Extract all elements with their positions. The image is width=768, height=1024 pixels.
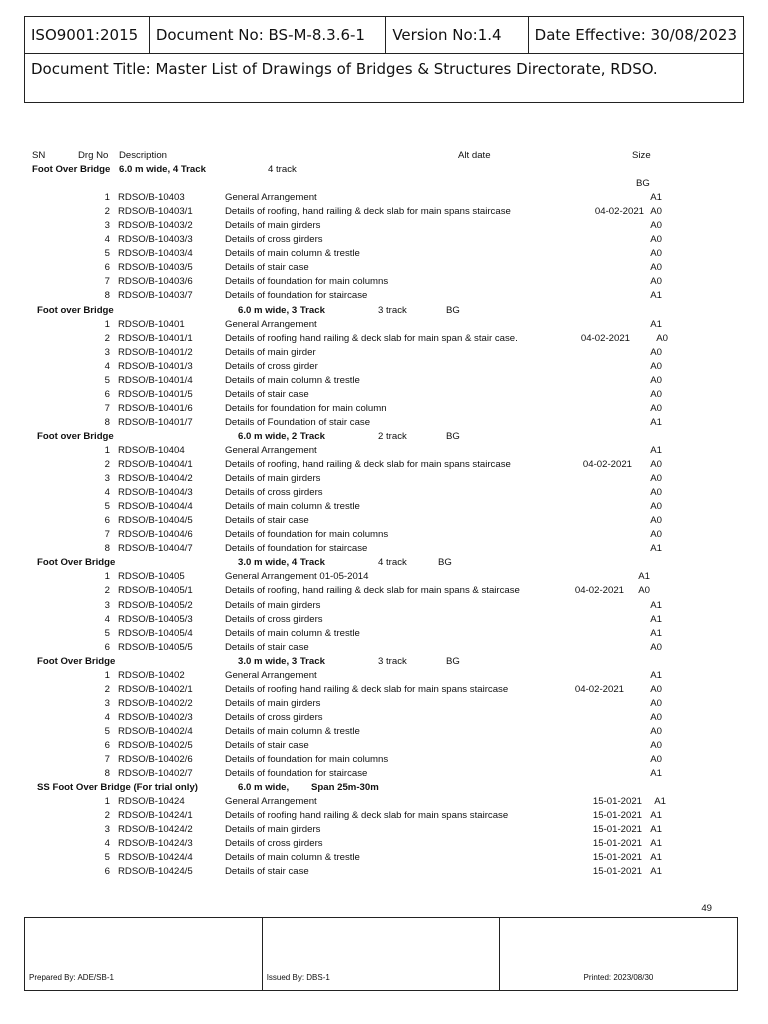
sheet-size: A0 <box>650 683 662 695</box>
section-label: 6.0 m wide, 2 Track <box>238 430 325 442</box>
alt-date: 04-02-2021 <box>574 683 624 695</box>
drawing-number: RDSO/B-10402 <box>118 669 185 681</box>
sheet-size: A0 <box>650 360 662 372</box>
serial-number: 1 <box>104 571 110 583</box>
section-label: 6.0 m wide, 4 Track <box>119 164 206 176</box>
drawing-number: RDSO/B-10404/6 <box>118 529 193 541</box>
drawing-number: RDSO/B-10403/1 <box>118 206 193 218</box>
column-header: Size <box>632 150 651 161</box>
serial-number: 7 <box>104 754 110 766</box>
serial-number: 4 <box>104 613 110 625</box>
drawing-row <box>0 739 768 753</box>
drawing-description: Details of cross girders <box>225 838 323 850</box>
drawing-description: Details of foundation for main columns <box>225 276 389 288</box>
serial-number: 4 <box>104 487 110 499</box>
drawing-description: Details of cross girders <box>225 613 323 625</box>
serial-number: 7 <box>104 529 110 541</box>
alt-date: 15-01-2021 <box>592 810 642 822</box>
drawing-description: Details for foundation for main column <box>225 402 387 414</box>
sheet-size: A0 <box>650 487 662 499</box>
drawing-row <box>0 247 768 261</box>
serial-number: 2 <box>104 206 110 218</box>
column-header: Alt date <box>458 150 491 161</box>
section-label: Foot over Bridge <box>37 304 114 316</box>
section-header <box>0 430 768 444</box>
issued-by: Issued By: DBS-1 <box>262 918 499 991</box>
drawing-description: Details of stair case <box>225 388 309 400</box>
sheet-size: A0 <box>650 402 662 414</box>
drawing-description: Details of main girder <box>225 346 316 358</box>
drawing-row <box>0 528 768 542</box>
section-label: 4 track <box>378 557 407 569</box>
drawing-description: Details of stair case <box>225 262 309 274</box>
drawing-number: RDSO/B-10405/2 <box>118 599 193 611</box>
drawing-description: Details of stair case <box>225 866 309 878</box>
drawing-description: Details of roofing, hand railing & deck slab for main spans staircase <box>225 459 511 471</box>
drawing-row <box>0 851 768 865</box>
serial-number: 6 <box>104 262 110 274</box>
drawing-number: RDSO/B-10403/2 <box>118 220 193 232</box>
sheet-size: A0 <box>650 473 662 485</box>
sheet-size: A1 <box>650 824 662 836</box>
drawing-number: RDSO/B-10404/1 <box>118 459 193 471</box>
section-label: 6.0 m wide, <box>238 782 290 794</box>
drawing-description: Details of roofing hand railing & deck slab for main spans staircase <box>225 810 509 822</box>
drawing-number: RDSO/B-10404 <box>118 444 185 456</box>
section-label: BG <box>636 178 650 190</box>
column-header: Drg No <box>78 150 109 161</box>
serial-number: 3 <box>104 599 110 611</box>
drawing-row <box>0 233 768 247</box>
drawing-row <box>0 809 768 823</box>
serial-number: 5 <box>104 501 110 513</box>
drawing-number: RDSO/B-10402/2 <box>118 697 193 709</box>
section-label: BG <box>438 557 452 569</box>
sheet-size: A0 <box>650 346 662 358</box>
drawing-row <box>0 767 768 781</box>
drawing-row <box>0 374 768 388</box>
drawing-row <box>0 416 768 430</box>
section-label: BG <box>446 655 460 667</box>
drawing-row <box>0 584 768 598</box>
serial-number: 5 <box>104 725 110 737</box>
section-label: 3.0 m wide, 3 Track <box>238 655 325 667</box>
drawing-row <box>0 500 768 514</box>
sheet-size: A0 <box>650 641 662 653</box>
document-header-table <box>24 16 744 103</box>
serial-number: 6 <box>104 739 110 751</box>
footer-table <box>24 917 738 991</box>
sheet-size: A0 <box>650 697 662 709</box>
drawing-number: RDSO/B-10404/3 <box>118 487 193 499</box>
drawing-description: Details of main girders <box>225 824 321 836</box>
serial-number: 2 <box>104 683 110 695</box>
printed-date: Printed: 2023/08/30 <box>499 918 737 991</box>
serial-number: 3 <box>104 346 110 358</box>
column-header: SN <box>32 150 46 161</box>
document-title: Document Title: Master List of Drawings of Bridges & Structures Directorate, RDSO. <box>25 54 744 103</box>
alt-date: 04-02-2021 <box>582 459 632 471</box>
sheet-size: A1 <box>650 669 662 681</box>
drawing-row <box>0 514 768 528</box>
drawing-description: Details of cross girder <box>225 360 318 372</box>
drawing-description: Details of cross girders <box>225 234 323 246</box>
drawing-number: RDSO/B-10403/6 <box>118 276 193 288</box>
section-label: 6.0 m wide, 3 Track <box>238 304 325 316</box>
alt-date: 15-01-2021 <box>592 824 642 836</box>
drawing-row <box>0 725 768 739</box>
drawing-number: RDSO/B-10402/6 <box>118 754 193 766</box>
drawing-row <box>0 219 768 233</box>
serial-number: 4 <box>104 234 110 246</box>
drawing-number: RDSO/B-10424/5 <box>118 866 193 878</box>
prepared-by: Prepared By: ADE/SB-1 <box>25 918 263 991</box>
alt-date: 15-01-2021 <box>592 838 642 850</box>
alt-date: 04-02-2021 <box>594 206 644 218</box>
drawing-row <box>0 388 768 402</box>
section-label: Foot over Bridge <box>37 430 114 442</box>
sheet-size: A1 <box>650 599 662 611</box>
section-label: 3 track <box>378 655 407 667</box>
drawing-number: RDSO/B-10424 <box>118 796 185 808</box>
sheet-size: A1 <box>650 838 662 850</box>
drawing-description: Details of main girders <box>225 599 321 611</box>
drawing-number: RDSO/B-10424/3 <box>118 838 193 850</box>
sheet-size: A0 <box>650 754 662 766</box>
section-label: BG <box>446 430 460 442</box>
alt-date: 15-01-2021 <box>592 796 642 808</box>
drawing-description: Details of foundation for main columns <box>225 529 389 541</box>
serial-number: 1 <box>104 444 110 456</box>
drawing-number: RDSO/B-10424/1 <box>118 810 193 822</box>
drawing-number: RDSO/B-10403/5 <box>118 262 193 274</box>
drawing-row <box>0 570 768 584</box>
sheet-size: A1 <box>650 444 662 456</box>
serial-number: 6 <box>104 866 110 878</box>
sheet-size: A0 <box>656 332 668 344</box>
sheet-size: A0 <box>638 585 650 597</box>
drawing-description: General Arrangement <box>225 669 317 681</box>
drawing-description: Details of foundation for staircase <box>225 543 368 555</box>
drawing-number: RDSO/B-10401/3 <box>118 360 193 372</box>
sheet-size: A1 <box>650 810 662 822</box>
drawing-number: RDSO/B-10402/5 <box>118 739 193 751</box>
drawing-number: RDSO/B-10405/4 <box>118 627 193 639</box>
drawing-number: RDSO/B-10402/1 <box>118 683 193 695</box>
serial-number: 7 <box>104 276 110 288</box>
serial-number: 3 <box>104 697 110 709</box>
serial-number: 4 <box>104 360 110 372</box>
drawing-description: Details of main column & trestle <box>225 725 360 737</box>
drawing-description: Details of main column & trestle <box>225 248 360 260</box>
section-label: 3.0 m wide, 4 Track <box>238 557 325 569</box>
drawing-row <box>0 669 768 683</box>
drawing-row <box>0 275 768 289</box>
drawing-description: Details of main girders <box>225 220 321 232</box>
drawing-number: RDSO/B-10402/3 <box>118 711 193 723</box>
section-label: Foot Over Bridge <box>37 655 116 667</box>
drawing-row <box>0 458 768 472</box>
sheet-size: A1 <box>638 571 650 583</box>
serial-number: 8 <box>104 290 110 302</box>
drawing-description: General Arrangement <box>225 318 317 330</box>
drawing-row <box>0 191 768 205</box>
drawing-number: RDSO/B-10401/5 <box>118 388 193 400</box>
section-header <box>0 556 768 570</box>
sheet-size: A1 <box>650 627 662 639</box>
sheet-size: A1 <box>650 416 662 428</box>
section-label: 3 track <box>378 304 407 316</box>
gauge-label-row <box>0 177 768 191</box>
drawing-description: Details of Foundation of stair case <box>225 416 371 428</box>
drawing-row <box>0 795 768 809</box>
drawing-row <box>0 346 768 360</box>
sheet-size: A1 <box>650 768 662 780</box>
document-number: Document No: BS-M-8.3.6-1 <box>149 17 386 54</box>
drawing-row <box>0 289 768 303</box>
section-header <box>0 163 768 177</box>
serial-number: 1 <box>104 192 110 204</box>
drawing-number: RDSO/B-10403/7 <box>118 290 193 302</box>
drawing-number: RDSO/B-10402/4 <box>118 725 193 737</box>
sheet-size: A0 <box>650 374 662 386</box>
serial-number: 8 <box>104 416 110 428</box>
section-label: SS Foot Over Bridge (For trial only) <box>37 782 198 794</box>
drawing-row <box>0 683 768 697</box>
drawing-row <box>0 360 768 374</box>
drawing-description: Details of foundation for staircase <box>225 768 368 780</box>
serial-number: 6 <box>104 388 110 400</box>
drawing-number: RDSO/B-10403 <box>118 192 185 204</box>
serial-number: 2 <box>104 459 110 471</box>
sheet-size: A0 <box>650 276 662 288</box>
sheet-size: A1 <box>650 852 662 864</box>
sheet-size: A1 <box>650 613 662 625</box>
sheet-size: A1 <box>650 192 662 204</box>
drawing-row <box>0 444 768 458</box>
drawing-row <box>0 627 768 641</box>
drawing-number: RDSO/B-10405/3 <box>118 613 193 625</box>
drawing-row <box>0 711 768 725</box>
drawing-row <box>0 332 768 346</box>
drawing-number: RDSO/B-10401 <box>118 318 185 330</box>
serial-number: 7 <box>104 402 110 414</box>
sheet-size: A0 <box>650 220 662 232</box>
drawing-row <box>0 486 768 500</box>
section-header <box>0 781 768 795</box>
sheet-size: A0 <box>650 529 662 541</box>
drawing-description: General Arrangement <box>225 444 317 456</box>
serial-number: 5 <box>104 248 110 260</box>
drawing-number: RDSO/B-10401/4 <box>118 374 193 386</box>
serial-number: 2 <box>104 332 110 344</box>
drawing-list <box>0 149 768 879</box>
drawing-number: RDSO/B-10403/3 <box>118 234 193 246</box>
column-header: Description <box>119 150 167 161</box>
drawing-number: RDSO/B-10404/7 <box>118 543 193 555</box>
serial-number: 8 <box>104 768 110 780</box>
drawing-row <box>0 613 768 627</box>
drawing-row <box>0 697 768 711</box>
sheet-size: A0 <box>650 501 662 513</box>
serial-number: 5 <box>104 852 110 864</box>
drawing-row <box>0 472 768 486</box>
sheet-size: A0 <box>650 388 662 400</box>
drawing-description: Details of cross girders <box>225 711 323 723</box>
drawing-row <box>0 823 768 837</box>
sheet-size: A1 <box>650 543 662 555</box>
drawing-number: RDSO/B-10404/2 <box>118 473 193 485</box>
drawing-number: RDSO/B-10424/4 <box>118 852 193 864</box>
section-header <box>0 655 768 669</box>
drawing-number: RDSO/B-10405/5 <box>118 641 193 653</box>
drawing-description: Details of main column & trestle <box>225 852 360 864</box>
drawing-description: General Arrangement <box>225 192 317 204</box>
sheet-size: A0 <box>650 234 662 246</box>
drawing-description: Details of roofing, hand railing & deck slab for main spans & staircase <box>225 585 520 597</box>
alt-date: 04-02-2021 <box>580 332 630 344</box>
section-label: Foot Over Bridge <box>32 164 111 176</box>
iso-standard: ISO9001:2015 <box>25 17 150 54</box>
drawing-description: General Arrangement <box>225 796 317 808</box>
drawing-row <box>0 261 768 275</box>
section-label: 4 track <box>268 164 297 176</box>
alt-date: 15-01-2021 <box>592 852 642 864</box>
section-header <box>0 304 768 318</box>
drawing-row <box>0 542 768 556</box>
sheet-size: A1 <box>650 866 662 878</box>
sheet-size: A0 <box>650 262 662 274</box>
drawing-number: RDSO/B-10401/2 <box>118 346 193 358</box>
drawing-description: General Arrangement 01-05-2014 <box>225 571 369 583</box>
drawing-description: Details of foundation for staircase <box>225 290 368 302</box>
sheet-size: A0 <box>650 739 662 751</box>
drawing-number: RDSO/B-10404/4 <box>118 501 193 513</box>
serial-number: 2 <box>104 810 110 822</box>
sheet-size: A0 <box>650 711 662 723</box>
serial-number: 1 <box>104 669 110 681</box>
sheet-size: A0 <box>650 725 662 737</box>
serial-number: 3 <box>104 220 110 232</box>
serial-number: 3 <box>104 473 110 485</box>
drawing-row <box>0 641 768 655</box>
drawing-description: Details of foundation for main columns <box>225 754 389 766</box>
drawing-description: Details of main girders <box>225 697 321 709</box>
drawing-number: RDSO/B-10403/4 <box>118 248 193 260</box>
alt-date: 15-01-2021 <box>592 866 642 878</box>
section-label: Foot Over Bridge <box>37 557 116 569</box>
drawing-number: RDSO/B-10404/5 <box>118 515 193 527</box>
section-label: BG <box>446 304 460 316</box>
drawing-description: Details of main column & trestle <box>225 374 360 386</box>
serial-number: 5 <box>104 374 110 386</box>
drawing-number: RDSO/B-10424/2 <box>118 824 193 836</box>
serial-number: 1 <box>104 796 110 808</box>
serial-number: 5 <box>104 627 110 639</box>
sheet-size: A1 <box>650 290 662 302</box>
drawing-description: Details of stair case <box>225 641 309 653</box>
drawing-description: Details of main column & trestle <box>225 501 360 513</box>
drawing-description: Details of stair case <box>225 739 309 751</box>
drawing-row <box>0 865 768 879</box>
section-label: 2 track <box>378 430 407 442</box>
drawing-number: RDSO/B-10405 <box>118 571 185 583</box>
drawing-description: Details of roofing, hand railing & deck slab for main spans staircase <box>225 206 511 218</box>
drawing-description: Details of roofing hand railing & deck slab for main span & stair case. <box>225 332 518 344</box>
alt-date: 04-02-2021 <box>574 585 624 597</box>
serial-number: 1 <box>104 318 110 330</box>
drawing-row <box>0 318 768 332</box>
serial-number: 8 <box>104 543 110 555</box>
serial-number: 3 <box>104 824 110 836</box>
drawing-number: RDSO/B-10401/6 <box>118 402 193 414</box>
drawing-number: RDSO/B-10401/1 <box>118 332 193 344</box>
serial-number: 6 <box>104 641 110 653</box>
sheet-size: A0 <box>650 248 662 260</box>
drawing-description: Details of main column & trestle <box>225 627 360 639</box>
drawing-description: Details of stair case <box>225 515 309 527</box>
drawing-row <box>0 402 768 416</box>
sheet-size: A1 <box>650 318 662 330</box>
section-label: Span 25m-30m <box>311 782 379 794</box>
drawing-row <box>0 205 768 219</box>
sheet-size: A0 <box>650 206 662 218</box>
drawing-row <box>0 837 768 851</box>
drawing-row <box>0 599 768 613</box>
serial-number: 2 <box>104 585 110 597</box>
page-number: 49 <box>701 903 712 914</box>
drawing-row <box>0 753 768 767</box>
serial-number: 6 <box>104 515 110 527</box>
drawing-number: RDSO/B-10401/7 <box>118 416 193 428</box>
drawing-description: Details of main girders <box>225 473 321 485</box>
sheet-size: A0 <box>650 459 662 471</box>
drawing-number: RDSO/B-10402/7 <box>118 768 193 780</box>
version-number: Version No:1.4 <box>386 17 528 54</box>
sheet-size: A0 <box>650 515 662 527</box>
serial-number: 4 <box>104 711 110 723</box>
date-effective: Date Effective: 30/08/2023 <box>528 17 743 54</box>
drawing-description: Details of roofing hand railing & deck slab for main spans staircase <box>225 683 509 695</box>
drawing-description: Details of cross girders <box>225 487 323 499</box>
drawing-number: RDSO/B-10405/1 <box>118 585 193 597</box>
sheet-size: A1 <box>654 796 666 808</box>
column-header-row <box>0 149 768 163</box>
serial-number: 4 <box>104 838 110 850</box>
